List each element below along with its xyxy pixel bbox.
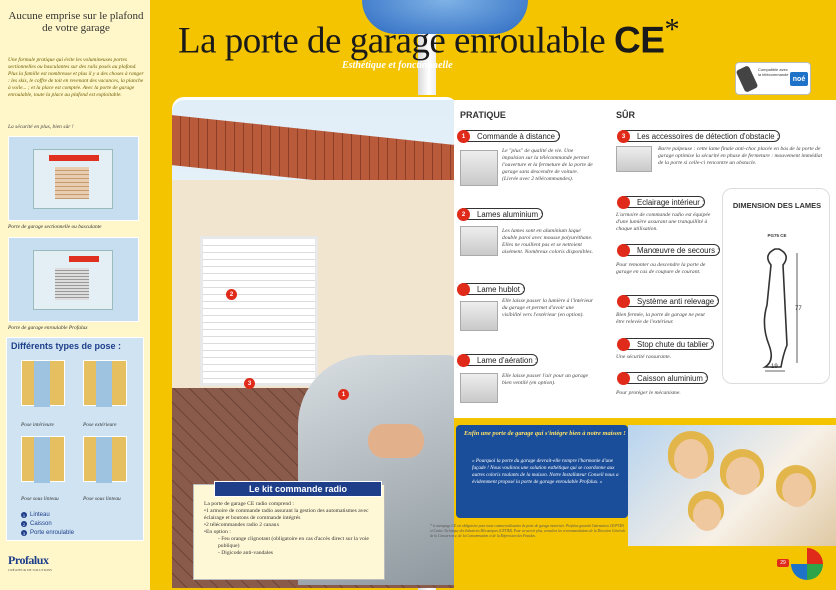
dimension-height: 77 bbox=[795, 306, 802, 312]
testimonial-text: « Pourquoi la porte du garage devrait-elle rompre l'harmonie d'une façade ! Nous voulions une solution esthétique qui se coordonne aux autres coloris roulants de la maison. Notre Installateur Conseil nous a évidemment proposé la porte de garage enroulable Profalux. » bbox=[472, 458, 619, 485]
kit-sub-bullet: - Digicode anti-vandales bbox=[218, 550, 273, 556]
safety-edge-image bbox=[616, 146, 652, 172]
caption-sectional: Porte de garage sectionnelle ou basculante bbox=[8, 224, 102, 230]
feature-text: Bien fermée, la porte de garage ne peut être relevée de l'extérieur. bbox=[616, 312, 705, 325]
remote-control-icon bbox=[736, 65, 759, 93]
feature-text: Le "plus" de qualité de vie. Une impulsion sur la télécommande permet l'ouverture et la fermeture de la porte de garage sans descendre de voiture. (Livrée avec 2 télécommandes). bbox=[502, 148, 593, 182]
hand-with-remote-image bbox=[368, 424, 424, 458]
page-subtitle: Esthétique et fonctionnelle bbox=[342, 60, 453, 71]
feature-emergency-operation: Manœuvre de secours : bbox=[622, 244, 720, 256]
installation-types-box bbox=[6, 337, 144, 541]
kit-bullet: • 1 armoire de commande radio assurant la gestion des automatismes avec éclairage et boutons de commande intégrés bbox=[204, 508, 380, 522]
feature-text: Pour protéger le mécanisme. bbox=[616, 390, 681, 396]
ventilation-slat-image bbox=[460, 373, 498, 403]
photo-marker: 2 bbox=[226, 289, 237, 300]
feature-text: Elle laisse passer la lumière à l'intérieur du garage et permet d'avoir une visibilité vers l'extérieur (en option). bbox=[502, 298, 594, 318]
feature-ventilation-slat: Lame d'aération : bbox=[462, 354, 538, 366]
sidebar-title: Aucune emprise sur le plafond de votre garage bbox=[8, 10, 144, 34]
pose-diagram-exterior bbox=[83, 360, 127, 406]
legend-item: 2 Caisson bbox=[22, 521, 52, 527]
caption-rolling: Porte de garage enroulable Profalux bbox=[8, 325, 88, 331]
feature-remote-control: 1 Commande à distance : bbox=[462, 130, 560, 142]
dimension-title: DIMENSION DES LAMES bbox=[732, 201, 822, 210]
family-photo bbox=[628, 425, 836, 546]
sur-title: SÛR bbox=[616, 110, 636, 120]
testimonial-title: Enfin une porte de garage qui s'intègre bien à notre maison ! bbox=[464, 430, 626, 437]
remote-image bbox=[460, 150, 498, 186]
window-slat-image bbox=[460, 301, 498, 331]
feature-anti-lift: Système anti relevage : bbox=[622, 295, 719, 307]
feature-interior-lighting: Eclairage intérieur : bbox=[622, 196, 705, 208]
photo-marker: 1 bbox=[338, 389, 349, 400]
pose-label: Pose sous linteau bbox=[83, 496, 121, 502]
pratique-title: PRATIQUE bbox=[460, 110, 506, 120]
sidebar-intro: Une formule pratique qui évite les volumineuses portes sectionnelles ou basculantes sur des rails posés au plafond. Plus la famille est nombreuse et plus il y a des choses à ranger : les skis, le coffre de toit en revenant des vacances, la planche à voile... ; et la place est comptée. Avec la porte de garage enroulable, toute la place au plafond est exploitable. bbox=[8, 57, 144, 98]
profalux-logo: Profalux CRÉATEUR DE SOLUTIONS bbox=[8, 553, 52, 572]
installation-types-title: Différents types de pose : bbox=[11, 341, 122, 351]
photo-marker: 3 bbox=[244, 378, 255, 389]
feature-text: Les lames sont en aluminium laqué double paroi avec mousse polyuréthane. Elles ne rouillent pas et se nettoient aisément. Nombreux coloris disponibles. bbox=[502, 228, 593, 255]
kit-sub-bullet: - Feu orange clignotant (obligatoire en cas d'accès direct sur la voie publique) bbox=[218, 536, 369, 549]
radio-kit-title: Le kit commande radio bbox=[214, 481, 382, 497]
page-number: 29 bbox=[777, 559, 789, 567]
kit-bullet: • 2 télécommandes radio 2 canaux bbox=[204, 522, 380, 529]
dimension-width: 19 bbox=[771, 364, 778, 370]
feature-obstacle-detection: 3 Les accessoires de détection d'obstacle : bbox=[622, 130, 780, 142]
decorative-logo-icon bbox=[791, 548, 823, 580]
kit-bullet: • En option : bbox=[204, 529, 380, 536]
feature-text: L'armoire de commande radio est équipée d'une lumière assurant une tranquillité à chaque utilisation. bbox=[616, 212, 711, 232]
left-sidebar bbox=[0, 0, 150, 590]
rolling-door-illustration bbox=[8, 237, 139, 322]
slat-dimensions-box bbox=[722, 188, 830, 384]
slats-image bbox=[460, 226, 498, 256]
feature-window-slat: Lame hublot : bbox=[462, 283, 525, 295]
pose-diagram-interior bbox=[21, 360, 65, 406]
garage-door-image bbox=[200, 236, 318, 386]
legend-item: 1 Linteau bbox=[22, 512, 50, 518]
radio-kit-body: La porte de garage CE radio comprend : • 1 armoire de commande radio assurant la gestion des automatismes avec éclairage et boutons de commande intégrés • 2 télécommandes radio 2 canaux • En option : - Feu orange clignotant (obligatoire en cas d'accès direct sur la voie publique) - Digicode anti-vandales bbox=[204, 501, 380, 557]
pose-label: Pose extérieure bbox=[83, 422, 117, 428]
feature-fall-stop: Stop chute du tablier : bbox=[622, 338, 714, 350]
page-title: La porte de garage enroulable CE* bbox=[178, 12, 680, 62]
slat-profile-drawing bbox=[753, 245, 813, 373]
feature-text: Pour remonter ou descendre la porte de garage en cas de coupure de courant. bbox=[616, 262, 706, 275]
pose-label: Pose sous linteau bbox=[21, 496, 59, 502]
pose-diagram-lintel-2 bbox=[83, 436, 127, 482]
dimension-model: PG75 CE bbox=[767, 233, 787, 238]
feature-text: Elle laisse passer l'air pour un garage bien ventilé (en option). bbox=[502, 373, 589, 386]
remote-compat-badge: Compatible avec la télécommande noé bbox=[735, 62, 811, 95]
feature-text: Barre palpeuse : cette lame finale anti-choc placée en bas de la porte de garage optimise la sécurité en phase de fermeture : mouvement immédiat de la porte si celle-ci rencontre un obstacle. bbox=[658, 146, 823, 166]
feature-text: Une sécurité rassurante. bbox=[616, 354, 672, 360]
footnote: * le marquage CE est obligatoire pour toute commercialisation de porte de garage motorisée. Profalux garantit l'attestation CE/PTRA et Centre Technique des Industries Mécaniques (CETIM). Pour en savoir plus, consultez les recommandations de la Direction Générale de la Concurrence, de la Consommation et de la Répression des Fraudes. bbox=[430, 524, 626, 538]
ce-mark: CE bbox=[613, 19, 665, 61]
feature-aluminium-slats: 2 Lames aluminium : bbox=[462, 208, 543, 220]
sectional-door-illustration bbox=[8, 136, 139, 221]
feature-aluminium-box: Caisson aluminium : bbox=[622, 372, 708, 384]
noe-brand: noé bbox=[790, 72, 808, 86]
security-question: La sécurité en plus, bien sûr ! bbox=[8, 124, 74, 130]
legend-item: 3 Porte enroulable bbox=[22, 530, 75, 536]
pose-label: Pose intérieure bbox=[21, 422, 54, 428]
pose-diagram-lintel bbox=[21, 436, 65, 482]
